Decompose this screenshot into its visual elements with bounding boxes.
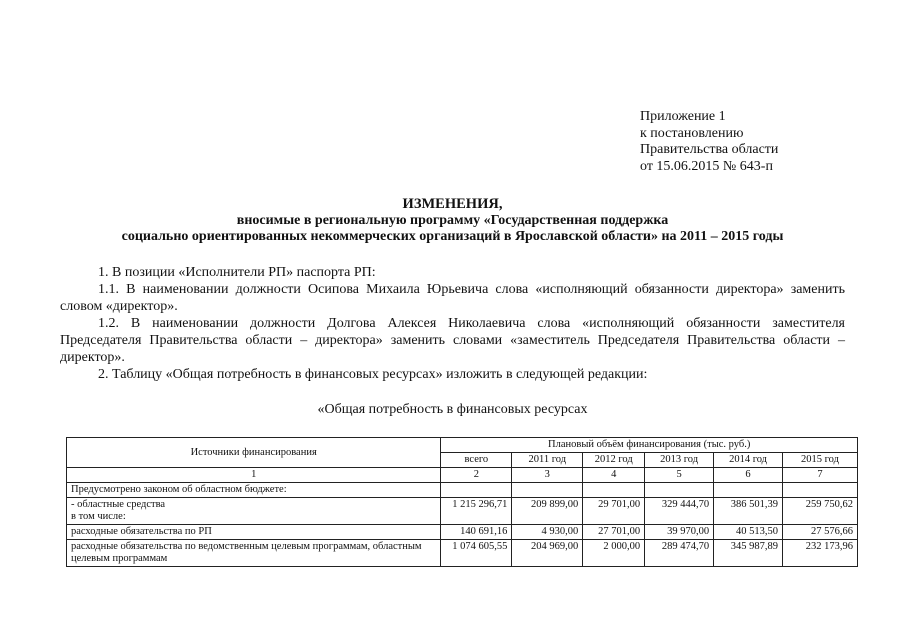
cell-value: 2 000,00 (583, 540, 645, 567)
row-label: Предусмотрено законом об областном бюджете: (67, 483, 441, 498)
cell-value (441, 483, 512, 498)
cell-value: 1 215 296,71 (441, 498, 512, 525)
column-number: 4 (583, 468, 645, 483)
cell-value: 259 750,62 (783, 498, 858, 525)
paragraph-text: 1. В позиции «Исполнители РП» паспорта РП: (98, 265, 376, 280)
cell-value: 40 513,50 (714, 525, 783, 540)
table-row (67, 525, 858, 540)
cell-value: 4 930,00 (512, 525, 583, 540)
column-number: 5 (645, 468, 714, 483)
table-row (67, 498, 858, 525)
cell-value: 204 969,00 (512, 540, 583, 567)
header-year: 2014 год (714, 453, 783, 468)
column-number: 3 (512, 468, 583, 483)
header-year: 2011 год (512, 453, 583, 468)
cell-value: 345 987,89 (714, 540, 783, 567)
heading-line: социально ориентированных некоммерческих организаций в Ярославской области» на 2011 – 2015 годы (121, 229, 784, 244)
paragraph-text: 1.2. В наименовании должности Долгова Алексея Николаевича слова «исполняющий обязанности заместителя Председателя Правительства области – директора» заменить словами «заместитель Председателя Правительства области – директор». (60, 316, 845, 365)
paragraph-text: 1.1. В наименовании должности Осипова Михаила Юрьевича слова «исполняющий обязанности директора» заменить словом «директор». (60, 282, 845, 314)
cell-value (512, 483, 583, 498)
header-source: Источники финансирования (67, 438, 441, 468)
paragraph-1 (60, 264, 845, 281)
document-heading (60, 196, 845, 246)
cell-value: 329 444,70 (645, 498, 714, 525)
row-label-line: в том числе: (71, 511, 126, 522)
paragraph-2 (60, 366, 845, 383)
appendix-line: к постановлению (640, 125, 744, 141)
column-number: 6 (714, 468, 783, 483)
table-row (67, 540, 858, 567)
cell-value: 232 173,96 (783, 540, 858, 567)
appendix-line: от 15.06.2015 № 643-п (640, 158, 773, 174)
row-label: расходные обязательства по РП (67, 525, 441, 540)
column-number: 7 (783, 468, 858, 483)
cell-value (645, 483, 714, 498)
table-title: «Общая потребность в финансовых ресурсах (317, 402, 588, 417)
cell-value: 386 501,39 (714, 498, 783, 525)
cell-value: 27 576,66 (783, 525, 858, 540)
cell-value: 140 691,16 (441, 525, 512, 540)
appendix-line: Правительства области (640, 142, 779, 157)
cell-value (714, 483, 783, 498)
table-number-row (67, 468, 858, 483)
row-label: расходные обязательства по ведомственным целевым программам, областным целевым программам (67, 540, 441, 567)
cell-value: 27 701,00 (583, 525, 645, 540)
paragraph-1-1 (60, 281, 845, 315)
heading-line: вносимые в региональную программу «Государственная поддержка (236, 212, 669, 228)
paragraph-text: 2. Таблицу «Общая потребность в финансовых ресурсах» изложить в следующей редакции: (98, 367, 648, 382)
cell-value: 1 074 605,55 (441, 540, 512, 567)
header-total: всего (441, 453, 512, 468)
header-planned: Плановый объём финансирования (тыс. руб.) (441, 438, 858, 453)
column-number: 2 (441, 468, 512, 483)
header-year: 2015 год (783, 453, 858, 468)
cell-value: 209 899,00 (512, 498, 583, 525)
column-number: 1 (67, 468, 441, 483)
cell-value: 289 474,70 (645, 540, 714, 567)
cell-value (583, 483, 645, 498)
row-label-line: - областные средства (71, 499, 166, 510)
table-row (67, 483, 858, 498)
heading-title: ИЗМЕНЕНИЯ, (402, 196, 503, 212)
header-year: 2012 год (583, 453, 645, 468)
paragraph-1-2 (60, 315, 845, 366)
financing-table (66, 437, 858, 567)
appendix-block (640, 109, 778, 175)
appendix-line: Приложение 1 (640, 109, 726, 124)
row-label (67, 498, 441, 525)
cell-value (783, 483, 858, 498)
cell-value: 39 970,00 (645, 525, 714, 540)
cell-value: 29 701,00 (583, 498, 645, 525)
header-year: 2013 год (645, 453, 714, 468)
table-header-row (67, 438, 858, 453)
